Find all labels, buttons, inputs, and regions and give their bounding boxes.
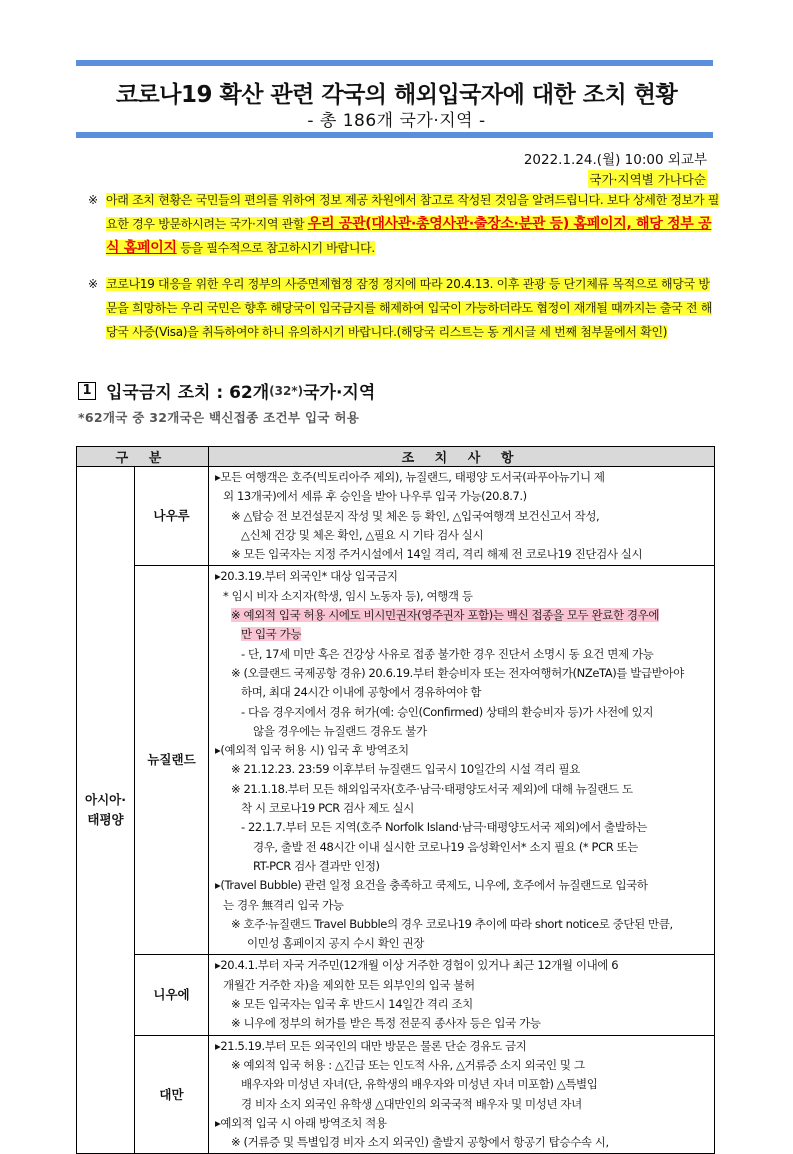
measure-line: - 22.1.7.부터 모든 지역(호주 Norfolk Island·남극·태평양도서국 제외)에서 출발하는 — [241, 820, 647, 835]
sort-order-note: 국가·지역별 가나다순 — [589, 172, 706, 187]
measure-line: - 단, 17세 미만 혹은 건강상 사유로 접종 불가한 경우 진단서 소명시 동 요건 면제 가능 — [241, 646, 654, 661]
measure-line: ※ 니우에 정부의 허가를 받은 특정 전문직 종사자 등은 입국 가능 — [231, 1016, 541, 1031]
measure-line: ▸모든 여행객은 호주(빅토리아주 제외), 뉴질랜드, 태평양 도서국(파푸아뉴기니 제 — [215, 470, 605, 484]
measure-line: ▸(예외적 입국 허용 시) 입국 후 방역조치 — [215, 743, 409, 758]
header-category: 구 분 — [77, 447, 209, 467]
measure-line: 개월간 거주한 자)을 제외한 모든 외부인의 입국 불허 — [223, 977, 475, 992]
section-heading — [78, 378, 375, 403]
measure-line: ※ (거류증 및 특별입경 비자 소지 외국인) 출발지 공항에서 항공기 탑승수속 시, — [231, 1135, 609, 1150]
table-row — [77, 955, 715, 1035]
measure-line: ※ (오클랜드 국제공항 경유) 20.6.19.부터 환승비자 또는 전자여행허가(NZeTA)를 발급받아야 — [231, 665, 684, 680]
notice-mark: ※ — [88, 277, 98, 291]
notice-visa — [88, 272, 720, 344]
measure-line: ※ 호주·뉴질랜드 Travel Bubble의 경우 코로나19 추이에 따라 short notice로 중단된 만큼, — [231, 916, 673, 931]
entry-ban-table — [76, 446, 715, 1154]
table-row — [77, 566, 715, 955]
measures-cell — [209, 566, 715, 955]
measure-line: 않을 경우에는 뉴질랜드 경유도 불가 — [253, 723, 427, 738]
notice-text-a: 아래 조치 현황은 국민들의 편의를 위하여 정보 제공 차원에서 참고로 작성된 것임을 알려드립니다. 보다 상세한 정보가 필요한 경우 방문하시려는 국가·지역 관할 — [106, 193, 720, 231]
country-cell: 뉴질랜드 — [135, 566, 209, 955]
measure-line: 경우, 출발 전 48시간 이내 실시한 코로나19 음성확인서* 소지 필요 (* PCR 또는 — [253, 839, 638, 854]
country-cell: 대만 — [135, 1035, 209, 1154]
section-number: 1 — [78, 382, 96, 400]
measure-line: ▸예외적 입국 시 아래 방역조치 적용 — [215, 1115, 387, 1130]
page-subtitle: - 총 186개 국가·지역 - — [307, 111, 486, 131]
measure-line: 착 시 코로나19 PCR 검사 제도 실시 — [241, 801, 414, 816]
highlighted-measure: ※ 예외적 입국 허용 시에도 비시민권자(영주권자 포함)는 백신 접종을 모두 완료한 경우에 — [231, 608, 660, 623]
measure-line: ※ 21.12.23. 23:59 이후부터 뉴질랜드 입국시 10일간의 시설 격리 필요 — [231, 762, 580, 777]
top-rule — [76, 60, 713, 66]
measure-line: RT-PCR 검사 결과만 인정) — [253, 858, 380, 873]
table-row — [77, 1035, 715, 1154]
country-cell: 나우루 — [135, 467, 209, 566]
measure-line: 이민성 홈페이지 공지 수시 확인 권장 — [247, 936, 424, 951]
embassy-homepage-link[interactable]: 우리 공관(대사관·총영사관·출장소·분관 등) 홈페이지, 해당 정부 공식 홈페이지 — [106, 216, 712, 256]
measures-cell — [209, 1035, 715, 1154]
measure-line: ※ 예외적 입국 허용 : △긴급 또는 인도적 사유, △거류증 소지 외국인 및 그 — [231, 1057, 585, 1072]
measure-line: 하며, 최대 24시간 이내에 공항에서 경유하여야 함 — [241, 685, 482, 700]
measure-line: ※ 모든 입국자는 지정 주거시설에서 14일 격리, 격리 해제 전 코로나19 진단검사 실시 — [231, 547, 643, 562]
measure-line — [215, 606, 710, 625]
notice-text-b: 등을 필수적으로 참고하시기 바랍니다. — [176, 241, 375, 255]
section-note: *62개국 중 32개국은 백신접종 조건부 입국 허용 — [78, 410, 360, 425]
header-measures: 조 치 사 항 — [209, 447, 715, 467]
issue-date: 2022.1.24.(월) 10:00 외교부 — [523, 152, 707, 168]
page-title: 코로나19 확산 관련 각국의 해외입국자에 대한 조치 현황 — [115, 82, 678, 108]
measure-line: ▸21.5.19.부터 모든 외국인의 대만 방문은 물론 단순 경유도 금지 — [215, 1038, 527, 1053]
measure-line: ※ 21.1.18.부터 모든 해외입국자(호주·남극·태평양도서국 제외)에 대해 뉴질랜드 도 — [231, 781, 633, 796]
notice-visa-text: 코로나19 대응을 위한 우리 정부의 사증면제협정 잠정 정지에 따라 20.4.13. 이후 관광 등 단기체류 목적으로 해당국 방문을 희망하는 우리 국민은 향후 해당국이 입국금지를 해제하여 입국이 가능하더라도 협정이 재개될 때까지는 출국 전 해당국 사증(Visa)을 취득하여야 하니 유의하시기 바랍니다.(해당국 리스트는 동 게시글 세 번째 첨부물에서 확인) — [106, 277, 713, 339]
measures-cell — [209, 955, 715, 1035]
measure-line: 는 경우 無격리 입국 가능 — [223, 897, 344, 912]
measure-line: ▸(Travel Bubble) 관련 일정 요건을 충족하고 쿡제도, 니우에, 호주에서 뉴질랜드로 입국하 — [215, 878, 648, 893]
section-sub-count: (32*) — [269, 383, 304, 398]
measure-line: 배우자와 미성년 자녀(단, 유학생의 배우자와 미성년 자녀 미포함) △특별입 — [241, 1077, 598, 1092]
measure-line: △신체 건강 및 체온 확인, △필요 시 기타 검사 실시 — [241, 527, 484, 542]
measure-line: ※ 모든 입국자는 입국 후 반드시 14일간 격리 조치 — [231, 997, 473, 1012]
notice-reference — [88, 188, 720, 260]
table-row — [77, 467, 715, 566]
measure-line: * 임시 비자 소지자(학생, 임시 노동자 등), 여행객 등 — [223, 588, 473, 603]
measure-line — [215, 625, 710, 644]
measure-line: 외 13개국)에서 세류 후 승인을 받아 나우루 입국 가능(20.8.7.) — [223, 489, 527, 504]
bottom-rule — [76, 132, 713, 138]
section-title-end: 국가·지역 — [303, 383, 376, 403]
measure-line: - 다음 경우지에서 경유 허가(예: 승인(Confirmed) 상태의 환승비자 등)가 사전에 있지 — [241, 704, 654, 719]
measure-line: ▸20.3.19.부터 외국인* 대상 입국금지 — [215, 569, 398, 584]
notice-mark: ※ — [88, 193, 98, 207]
section-title: 입국금지 조치 : 62개 — [106, 383, 270, 403]
measure-line: ▸20.4.1.부터 자국 거주민(12개월 이상 거주한 경험이 있거나 최근 12개월 이내에 6 — [215, 958, 619, 973]
region-cell: 아시아· 태평양 — [77, 467, 135, 1154]
measure-line: 경 비자 소지 외국인 유학생 △대만인의 외국국적 배우자 및 미성년 자녀 — [241, 1096, 582, 1111]
country-cell: 니우에 — [135, 955, 209, 1035]
highlighted-measure: 만 입국 가능 — [241, 627, 302, 642]
measures-cell — [209, 467, 715, 566]
measure-line: ※ △탑승 전 보건설문지 작성 및 체온 등 확인, △입국여행객 보건신고서 작성, — [231, 508, 600, 523]
